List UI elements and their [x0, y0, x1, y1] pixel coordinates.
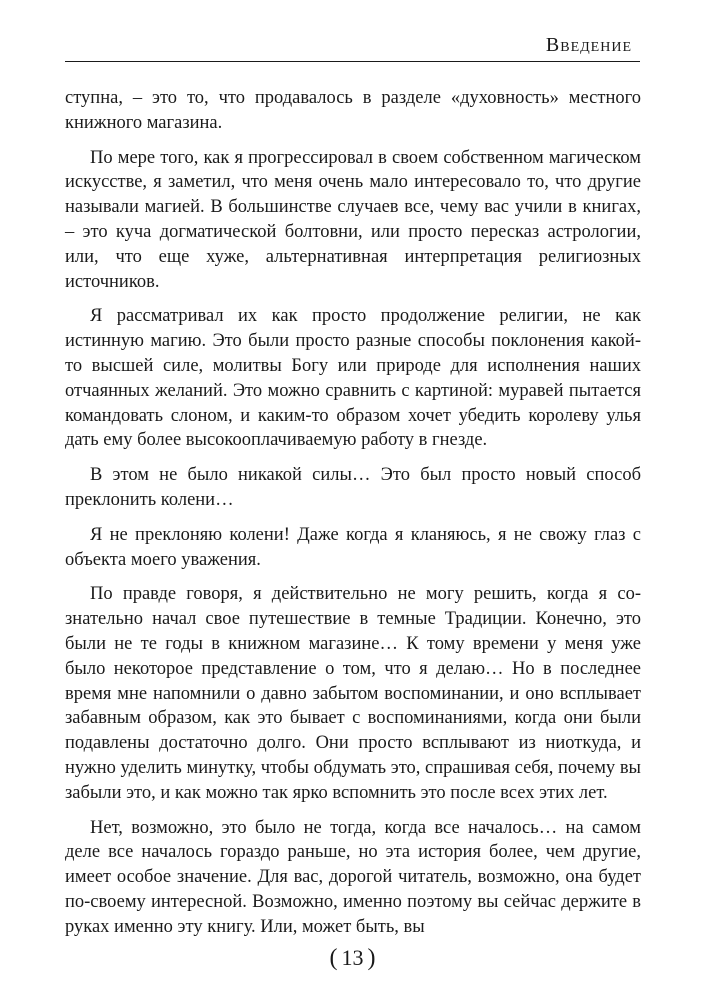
paragraph: Я не преклоняю колени! Даже когда я кланяюсь, я не свожу глаз с объекта моего уважения.	[65, 524, 641, 570]
paragraph: По мере того, как я прогрессировал в своем собственном магическом искусстве, я заметил, что меня очень мало интересовало то, что другие называли магией. В большинстве случаев все, чему вас учили в книгах, – это куча догматической болтовни, или просто пересказ астрологии, или, что еще хуже, альтернативная интерпретация религиозных источников.	[65, 147, 641, 292]
running-header-title: Введение	[545, 34, 632, 56]
page-number-close-bracket: )	[367, 945, 376, 971]
page-footer	[0, 944, 705, 972]
paragraph: В этом не было никакой силы… Это был просто новый способ преклонить колени…	[65, 465, 641, 510]
paragraph: По правде говоря, я действительно не могу решить, когда я сознательно начал свое путешествие в темные Традиции. Конечно, это были не те годы в книжном магазине… К тому времени у меня уже было некоторое представление о том, что я делаю… Но в последнее время мне напомнили о давно забытом воспоминании, и оно всплывает забавным образом, как это бывает с воспоминаниями, когда они были подавлены достаточно долго. Они просто всплывают из ниоткуда, и нужно уделить минутку, чтобы обдумать это, спрашивая себя, почему вы забыли это, и как можно так ярко вспомнить это после всех этих лет.	[65, 584, 641, 803]
body-text	[65, 86, 641, 950]
header-rule	[65, 61, 640, 62]
paragraph: Нет, возможно, это было не тогда, когда все началось… на самом деле все началось гораздо раньше, но эта история более, чем другие, имеет особое значение. Для вас, дорогой читатель, возможно, она будет по-своему интересной. Возможно, именно поэтому вы сейчас держите в руках именно эту книгу. Или, может быть, вы	[65, 817, 641, 937]
paragraph: Я рассматривал их как просто продолжение религии, не как истинную магию. Это были просто разные способы поклонения какой-то высшей силе, молитвы Богу или природе для исполнения наших отчаянных желаний. Это можно сравнить с картиной: муравей пытается командовать слоном, и каким-то образом хочет убедить королеву улья дать ему более высокооплачиваемую работу в гнезде.	[65, 306, 641, 451]
paragraph-continuation: ступна, – это то, что продавалось в разделе «духовность» местного книжного магазина.	[65, 88, 641, 133]
page-number-open-bracket: (	[329, 945, 338, 971]
page-number: 13	[341, 945, 364, 970]
